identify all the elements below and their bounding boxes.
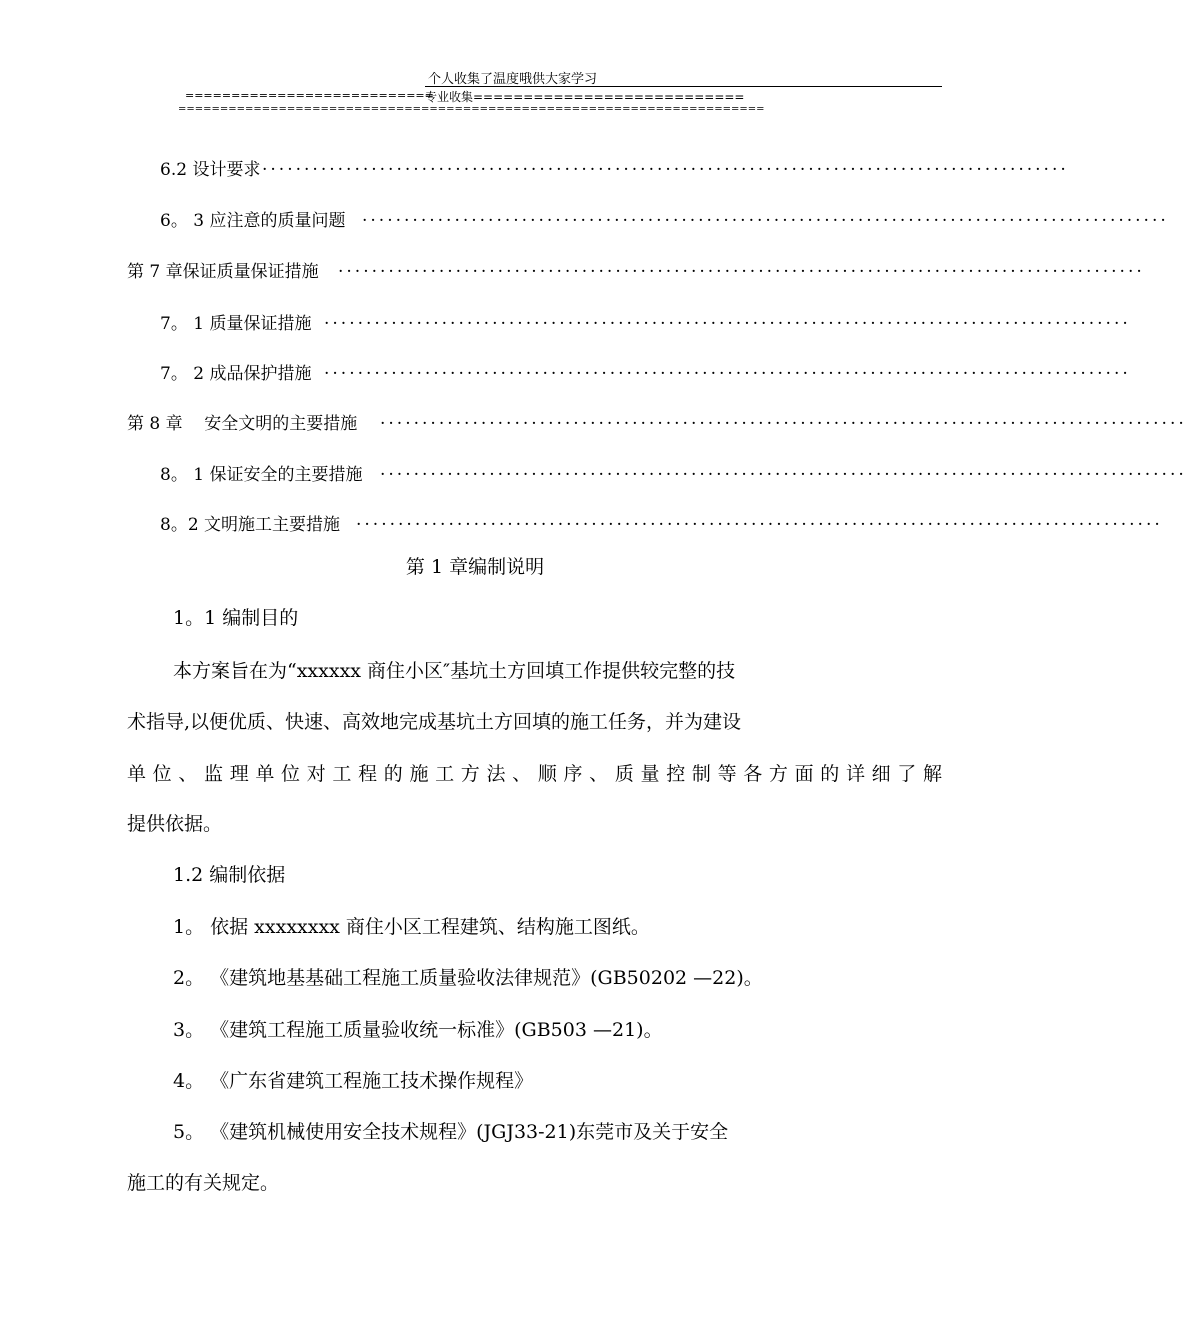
paragraph-line: 单位、监理单位对工程的施工方法、顺序、质量控制等各方面的详细了解 [127, 763, 942, 785]
toc-entry-label: 第 8 章 安全文明的主要措施 [127, 409, 359, 434]
toc-entry [0, 309, 1131, 334]
list-item: 1。 依据 xxxxxxxx 商住小区工程建筑、结构施工图纸。 [173, 916, 650, 938]
toc-leader-dots: ................................................................................................ [380, 409, 1187, 429]
toc-leader-dots: ................................................................................................ [324, 359, 1131, 379]
toc-leader-dots: ................................................................................................ [356, 510, 1163, 530]
toc-entry [0, 460, 1187, 485]
list-item: 4。 《广东省建筑工程施工技术操作规程》 [173, 1070, 534, 1092]
toc-entry [0, 510, 1163, 535]
toc-entry [0, 409, 1187, 434]
paragraph-line: 本方案旨在为“xxxxxx 商住小区″基坑土方回填工作提供较完整的技 [173, 660, 736, 682]
header-rule [425, 86, 942, 87]
toc-entry [0, 359, 1131, 384]
chapter-title: 第 1 章编制说明 [405, 556, 545, 578]
header-line-3: ====================================================================== [178, 104, 765, 115]
header-line-2-right: 专业收集=========================== [425, 90, 745, 104]
toc-entry [0, 155, 1069, 180]
section-heading: 1.2 编制依据 [173, 864, 286, 886]
toc-entry [0, 206, 1169, 231]
list-item: 5。 《建筑机械使用安全技术规程》(JGJ33-21)东莞市及关于安全 [173, 1121, 729, 1143]
toc-leader-dots: ................................................................................................ [362, 206, 1169, 226]
section-heading: 1。1 编制目的 [173, 607, 299, 629]
toc-entry-label: 7。 1 质量保证措施 [160, 309, 313, 334]
list-item-continuation: 施工的有关规定。 [127, 1172, 280, 1194]
toc-leader-dots: ................................................................................................ [380, 460, 1187, 480]
header-line-1: 个人收集了温度哦供大家学习 [428, 72, 598, 87]
toc-entry-label: 6.2 设计要求 [160, 155, 262, 180]
toc-leader-dots: ................................................................................................ [338, 257, 1145, 277]
toc-leader-dots: ................................................................................................ [324, 309, 1131, 329]
toc-entry [0, 257, 1145, 282]
list-item: 2。 《建筑地基基础工程施工质量验收法律规范》(GB50202 —22)。 [173, 967, 763, 989]
list-item: 3。 《建筑工程施工质量验收统一标准》(GB503 —21)。 [173, 1019, 663, 1041]
paragraph-line: 提供依据。 [127, 813, 223, 835]
paragraph-line: 术指导,以便优质、快速、高效地完成基坑土方回填的施工任务，并为建设 [127, 711, 742, 733]
toc-entry-label: 6。 3 应注意的质量问题 [160, 206, 347, 231]
toc-entry-label: 7。 2 成品保护措施 [160, 359, 313, 384]
header-line-2-left: =========================== [185, 89, 434, 102]
toc-entry-label: 8。2 文明施工主要措施 [160, 510, 342, 535]
toc-leader-dots: ................................................................................................ [262, 155, 1069, 175]
toc-entry-label: 8。 1 保证安全的主要措施 [160, 460, 364, 485]
toc-entry-label: 第 7 章保证质量保证措施 [127, 257, 321, 282]
